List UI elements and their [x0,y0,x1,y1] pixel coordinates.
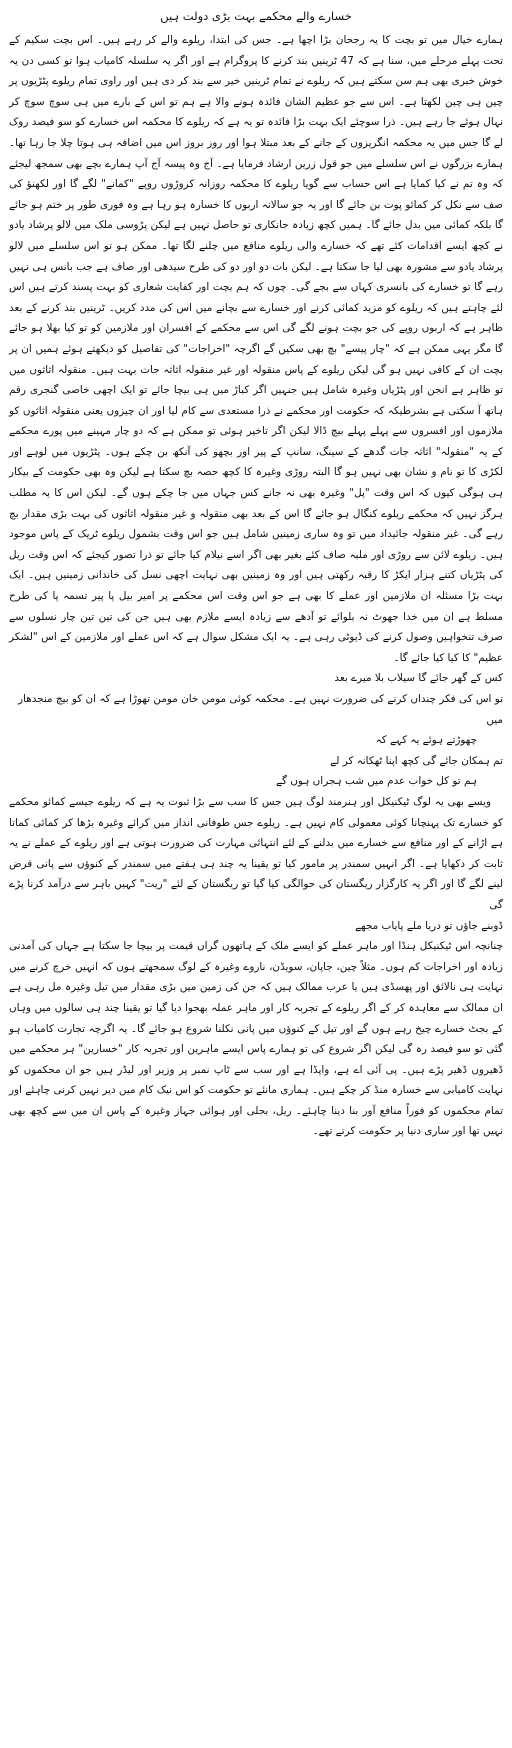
verse-line-1: کس کے گھر جائے گا سیلاب بلا میرے بعد [334,672,503,685]
article-paragraph-2: ویسے بھی یہ لوگ ٹیکنیکل اور ہنرمند لوگ ہیں جس کا سب سے بڑا ثبوت یہ ہے کہ ریلوے جیسے کمائو محکمے کو خسارے تک پہنچانا کوئی معمولی کام نہیں ہے۔ ریلوے جس طوفانی انداز میں کرائے وغیرہ بڑھا کر کمائی کماتا ہے اڑانے کے اور منافع سے خسارے میں بدلنے کے لئے انتہائی مہارت کی ضرورت ہوتی ہے اور ریلوے کے عملے نے یہ ثابت کر دکھایا ہے۔ اگر انہیں سمندر پر مامور کیا تو یقینا یہ چند ہی ہفتے میں سمندر کے کنوؤں سے پانی قرض لینے لگے گا اور اگر یہ کارگزار ریگستان کی حوالگی کیا گیا تو ریگستان کے لئے "ریت" کہیں باہر سے درآمد کرنا پڑے گی [9,795,503,911]
article-paragraph-1: ہمارے خیال میں تو بچت کا یہ رجحان بڑا اچھا ہے۔ جس کی ابتدا، ریلوے والے کر رہے ہیں۔ اس بچت سکیم کے تحت پہلے مرحلے میں، سنا ہے کہ 47 ٹرینیں بند کرنے کا پروگرام ہے اور اگر یہ سلسلہ کامیاب ہوا تو کسی دن یہ خوش خبری بھی ہم سن سکتے ہیں کہ ریلوے نے تمام ٹرینیں خیر سے بند کر دی ہیں اور راوی تمام ریلوے پٹڑیوں پر چین ہی چین لکھتا ہے۔ اس سے جو عظیم الشان فائدہ ہونے والا ہے ہم تو اس کے بارے میں ہی سوچ سوچ کر نہال ہوئے جا رہے ہیں۔ ذرا سوچئے ایک بہت بڑا فائدہ تو یہ ہے کہ ریلوے کا محکمہ اس خسارے کو سو فیصد روک لے گا جس میں یہ محکمہ انگریزوں کے جانے کے بعد مبتلا ہوا اور روز بروز اس میں اضافہ ہی ہوتا چلا جا رہا تھا۔ ہمارے بزرگوں نے اس سلسلے میں جو قول زریں ارشاد فرمایا ہے۔ آج وہ پیسہ آج آپ ہمارے بچے بھی سمجھ لیجئے کہ وہ تم نے کیا کمایا ہے اس حساب سے گویا ریلوے کا محکمہ روزانہ کروڑوں روپے "کمانے" لگے گا اور لکھنؤ کی صف سے نکل کر کمائو پوت بن جائے گا اور یہ جو سالانہ اربوں کا خسارہ ہو رہا ہے وہ فوری طور پر ختم ہو جائے گا بلکہ کمائی میں بدل جائے گا۔ ہمیں کچھ زیادہ جانکاری تو حاصل نہیں ہے لیکن پڑوسی ملک میں لالو پرشاد یادو نے کچھ ایسے اقدامات کئے تھے کہ خسارے والی ریلوے منافع میں چلنے لگا تھا۔ ممکن ہو تو اس سلسلے میں لالو پرشاد یادو سے مشورہ بھی لیا جا سکتا ہے۔ لیکن بات دو اور دو کی طرح سیدھی اور صاف ہے جب بانس ہی نہیں رہے گا تو خسارے کی بانسری کہاں سے بجے گی۔ چوں کہ ہم بچت اور کفایت شعاری کو بہت پسند کرتے ہیں اس لئے چاہتے ہیں کہ ریلوے کو مزید کمائی کرنے اور خسارے سے بچانے میں اس کی مدد کریں۔ ٹرینیں بند کرنے کے بعد ظاہر ہے کہ اربوں روپے کی جو بچت ہونے لگے گی اس سے محکمے کے افسران اور ملازمین کو تو کیا بھلا ہو جائے گا مگر یہی ممکن ہے کہ "چار پیسے" بچ بھی سکیں گے اگرچہ "اخراجات" کی تفاصیل کو دیکھتے ہوئے ہمیں ان پر بچت ان کے کافی نہیں ہو گی لیکن ریلوے کے پاس منقولہ اور غیر منقولہ اثاثہ جات بہت ہیں۔ منقولہ اثاثوں میں تو ظاہر ہے انجن اور پٹڑیاں وغیرہ شامل ہیں جنہیں اگر کباڑ میں ہی بیچا جائے تو ایک اچھی خاصی گنجری رقم ہاتھ آ سکتی ہے بشرطیکہ کہ حکومت اور محکمے نے ذرا مستعدی سے کام لیا اور ان چیزوں یعنی منقولہ اثاثوں کو ملازموں اور افسروں سے پہلے پہلے بیچ ڈالا لیکن اگر تاخیر ہوئی تو ممکن ہے کہ دو چار مہینے میں پورے محکمے کے یہ "منقولہ" اثاثہ جات گدھے کے سینگ، سانپ کے پیر اور بچھو کی آنکھ بن چکے ہوں۔ پٹڑیوں میں لوہے اور لکڑی کا تو نام و نشان بھی نہیں ہو گا البتہ روڑی وغیرہ کا کچھ حصہ بچ سکتا ہے لیکن وہ بھی حکومت کے بیکار ہی ہوگی کیوں کہ اس وقت "پل" وغیرہ بھی نہ جانے کس جہاں میں جا چکے ہوں گے۔ لیکن اس کا یہ مطلب ہرگز نہیں کہ محکمے ریلوے کنگال ہو جائے گا اس کے بعد بھی منقولہ و غیر منقولہ اثاثوں کی بہت بڑی مقدار بچ رہے گی۔ غیر منقولہ جائیداد میں تو وہ ساری زمینیں شامل ہیں جو اس وقت بشمول ریلوے ٹریک کے پاس موجود ہیں۔ ریلوے لائن سے روڑی اور ملبہ صاف کئے بغیر بھی اگر اسے نیلام کیا جائے تو ذرا تصور کیجئے کہ اس وقت ریل کی پٹڑیاں کتنے ہزار ایکڑ کا رقبہ رکھتی ہیں اور وہ زمینیں بھی نہایت اچھی نسل کی خاندانی زمینیں ہیں۔ ایک بہت بڑا مسئلہ ان ملازمین اور عملے کا بھی ہے جو اس وقت اس محکمے پر امیر بیل پا پیر تسمہ پا کی طرح مسلط ہے ان میں خدا جھوٹ نہ بلوائے تو آدھے سے زیادہ ایسے ملازم بھی ہیں جن کی تین تین چار نسلوں سے صرف تنخواہیں وصول کرنے کی ڈیوٹی رہی ہے۔ یہ ایک مشکل سوال ہے کہ اس عملے اور ملازمین کے اس "لشکر عظیم" کا کیا کیا جائے گا۔ [9,34,503,664]
verse-line-3: ہم تو کل خواب عدم میں شب ہجراں ہوں گے [275,775,477,788]
prose-line-lead-in: چھوڑتے ہوئے یہ کہے کہ [375,734,477,747]
prose-line-after-verse: تو اس کی فکر چنداں کرنے کی ضرورت نہیں ہے۔ محکمہ کوئی مومن خان مومن تھوڑا ہے کہ ان کو بیچ منجدھار میں [18,693,503,726]
article-body [9,30,503,1142]
article-title: خسارے والے محکمے بہت بڑی دولت ہیں [160,9,352,23]
article-paragraph-3: چنانچہ اس ٹیکنیکل ہنڈا اور ماہر عملے کو ایسے ملک کے ہاتھوں گراں قیمت پر بیچا جا سکتا ہے جہاں کی آمدنی زیادہ اور اخراجات کم ہوں۔ مثلاً چین، جاپان، سویڈن، ناروے وغیرہ کے لوگ سمجھتے ہوں کہ انہیں خرچ کرنے میں نہایت ہی نالائق اور پھسڈی ہیں یا عرب ممالک ہیں کہ جن کی زمین میں بڑی مقدار میں تیل وغیرہ مل رہی ہے ان ممالک سے معاہدہ کر کے اگر ریلوے کے تجربہ کار اور ماہر عملہ بھجوا دیا گیا تو یقینا چند ہی سالوں میں وہاں کے بجٹ خسارے چیخ رہے ہوں گے اور تیل کے کنوؤں میں پانی نکلنا شروع ہو جائے گا۔ یہ اگرچہ تجارت کامیاب ہو گئی تو سو فیصد رہ گی لیکن اگر شروع کی تو ہمارے پاس ایسے ماہرین اور تجربہ کار "خسارین" ہر محکمے میں ڈھیروں ڈھیر پڑے ہیں۔ پی آئی اے ہے، واپڈا ہے اور سب سے ٹاپ نمبر پر وزیر اور لیڈر ہیں جو ان محکموں کو نہایت کامیابی سے خسارہ منڈ کر چکے ہیں۔ ہماری مانئے تو حکومت کو اس نیک کام میں دیر نہیں کرنی چاہئے اور تمام محکموں کو فوراً منافع آور بنا دینا چاہئے۔ ریل، بجلی اور ہوائی جہاز وغیرہ کے پاس ان میں سے کچھ بھی نہیں تھا اور ساری دنیا پر حکومت کرتے تھے۔ [9,940,503,1138]
verse-line-2: تم ہمکان جائے گی کچھ اپنا ٹھکانہ کر لے [330,754,503,767]
verse-line-4: ڈوبنے جاؤں تو دریا ملے پایاب مجھے [355,919,503,932]
